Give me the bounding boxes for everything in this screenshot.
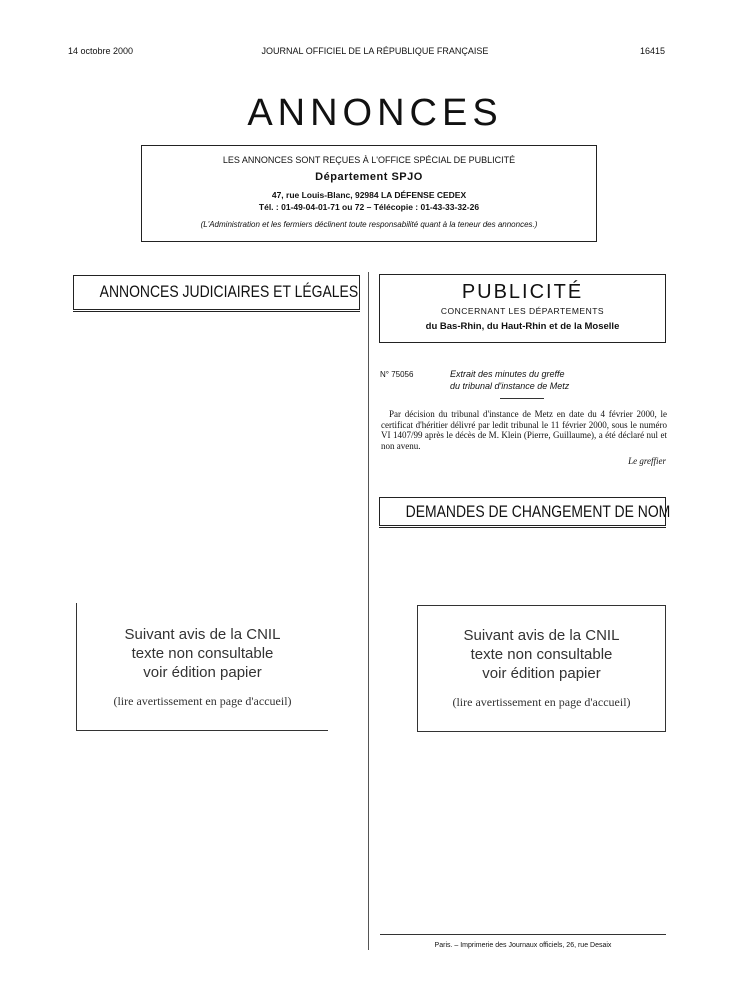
publicite-departments: du Bas-Rhin, du Haut-Rhin et de la Moselle (425, 321, 620, 332)
cnil-line2: texte non consultable (470, 646, 613, 663)
announcement-title-line2: du tribunal d'instance de Metz (450, 381, 570, 391)
cnil-line4: (lire avertissement en page d'accueil) (452, 695, 631, 709)
cnil-notice-left (76, 603, 328, 731)
column-divider (368, 272, 369, 950)
page-title: ANNONCES (247, 92, 503, 134)
judicial-section-title: ANNONCES JUDICIAIRES ET LÉGALES (99, 282, 359, 301)
announcement-title-rule (500, 398, 544, 399)
judicial-section-rule (73, 311, 360, 312)
announcement-number: N° 75056 (380, 370, 414, 379)
cnil-line2: texte non consultable (131, 645, 274, 662)
header-page-number: 16415 (639, 46, 665, 56)
cnil-line3: voir édition papier (482, 665, 601, 682)
announcement-title-line1: Extrait des minutes du greffe (450, 369, 565, 379)
announcement-body: Par décision du tribunal d'instance de Metz en date du 4 février 2000, le certificat d'héritier délivré par ledit tribunal le 11 février 2000, sous le numéro VI 1407/99 après le décès de M. Klein (Pierre, Guillaume), a été déclaré nul et non avenu. (381, 409, 667, 451)
name-change-section-header (379, 497, 671, 526)
footer-rule (380, 934, 666, 935)
office-address: 47, rue Louis-Blanc, 92984 LA DÉFENSE CEDEX (271, 190, 467, 200)
publicite-box (379, 274, 666, 343)
announcement-signature: Le greffier (628, 456, 666, 466)
header-journal-title: JOURNAL OFFICIEL DE LA RÉPUBLIQUE FRANÇAISE (261, 46, 489, 56)
office-intro: LES ANNONCES SONT REÇUES À L'OFFICE SPÉCIAL DE PUBLICITÉ (222, 155, 516, 165)
publicite-subtitle: CONCERNANT LES DÉPARTEMENTS (440, 306, 605, 316)
publicite-title: PUBLICITÉ (461, 281, 584, 303)
announcement-title (450, 368, 569, 392)
office-disclaimer: (L'Administration et les fermiers déclinent toute responsabilité quant à la teneur des annonces.) (200, 220, 538, 229)
cnil-line3: voir édition papier (143, 664, 262, 681)
office-info-box (141, 145, 597, 242)
judicial-section-header (73, 275, 360, 310)
office-department: Département SPJO (315, 171, 423, 183)
office-contact: Tél. : 01-49-04-01-71 ou 72 – Télécopie : 01-43-33-32-26 (258, 202, 480, 212)
footer-imprint: Paris. – Imprimerie des Journaux officiels, 26, rue Desaix (434, 942, 612, 949)
name-change-section-title: DEMANDES DE CHANGEMENT DE NOM (405, 502, 671, 521)
cnil-line4: (lire avertissement en page d'accueil) (113, 694, 292, 708)
cnil-notice-right (417, 605, 666, 732)
cnil-line1: Suivant avis de la CNIL (124, 626, 281, 643)
header-date: 14 octobre 2000 (68, 46, 134, 56)
cnil-line1: Suivant avis de la CNIL (463, 627, 620, 644)
name-change-section-rule (379, 527, 666, 528)
